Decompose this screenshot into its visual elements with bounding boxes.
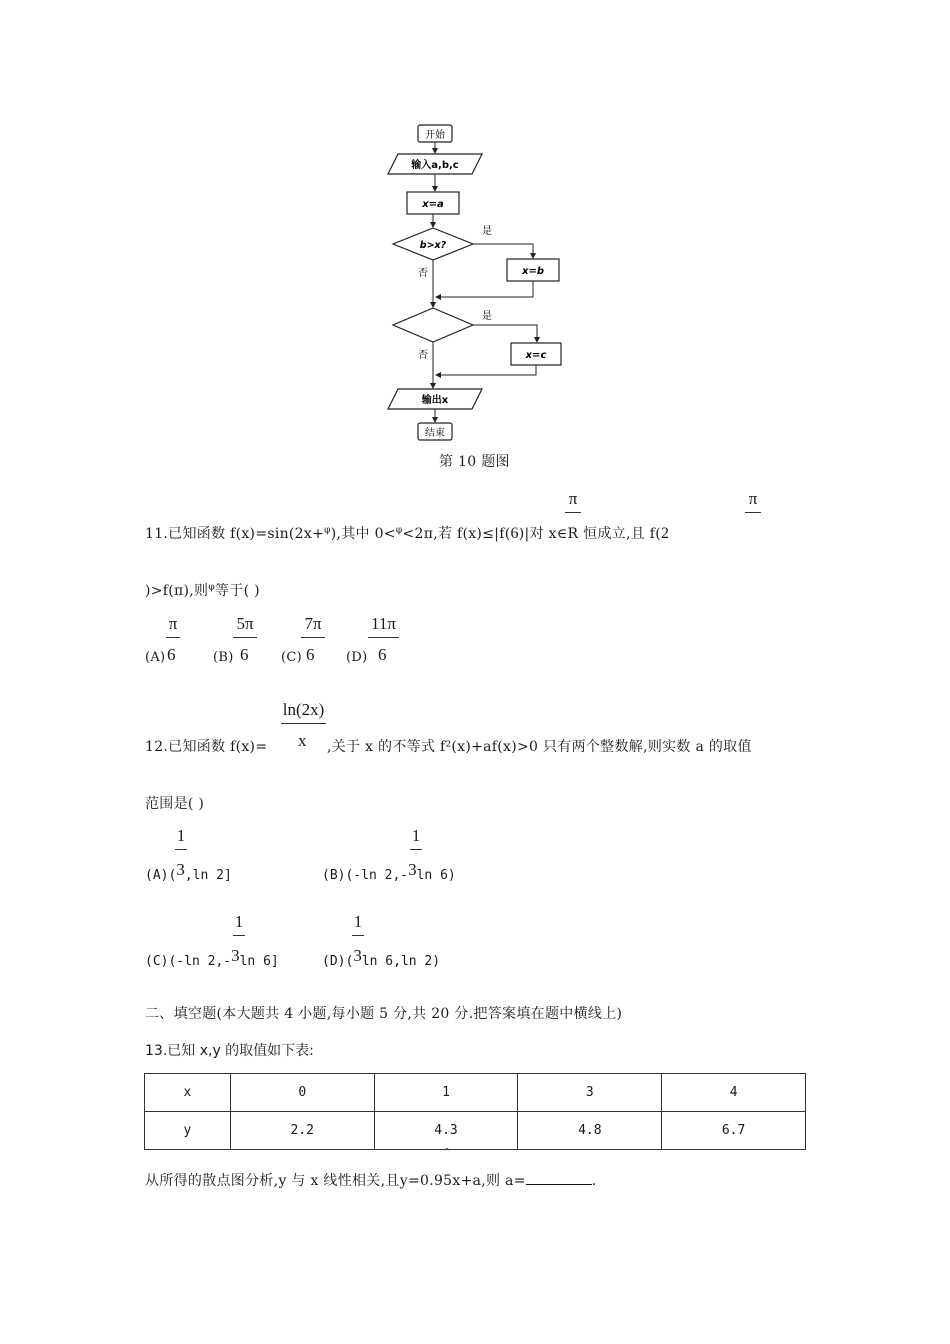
- option-label: (D): [346, 650, 368, 665]
- q12-frac-bar: [281, 723, 326, 724]
- q11-line1: [145, 523, 669, 543]
- option-prefix: (B)(-ln 2,-: [322, 868, 409, 883]
- end-label: 结束: [425, 428, 445, 439]
- q11-frac2-den: 2: [661, 525, 670, 542]
- option-fraction-bar: [233, 637, 257, 638]
- option-fraction-bar: [301, 637, 325, 638]
- table-cell: 3: [518, 1074, 662, 1112]
- option-fraction-bar: [175, 849, 187, 850]
- option-denominator: 3: [231, 946, 240, 965]
- no-label-2: 否: [418, 350, 428, 361]
- option-label: (A): [145, 650, 166, 665]
- option-label: [322, 860, 456, 884]
- q11-frac1-num: π: [568, 489, 578, 508]
- q11-text-a: 11.已知函数 f(x)=sin(2x+: [145, 526, 325, 542]
- q11-frac1-bar: [565, 512, 581, 513]
- option-label: (B): [213, 650, 234, 665]
- q11-text-e: )>f(π),则: [145, 583, 209, 599]
- phi-symbol: φ: [324, 525, 331, 536]
- q11-text-f: 等于( ): [214, 583, 260, 599]
- option-suffix: ,ln 2]: [184, 868, 232, 883]
- condition-diamond-2: [393, 308, 473, 342]
- table-row: [145, 1112, 806, 1150]
- q11-text-c: <2π,若 f(x)≤|f(: [402, 526, 511, 542]
- answer-blank[interactable]: [526, 1170, 592, 1185]
- table-cell: 6.7: [662, 1112, 806, 1150]
- option-label: (C): [281, 650, 302, 665]
- q11-frac1-den: 6: [510, 525, 519, 542]
- assign-b-label: x=b: [522, 266, 544, 277]
- figure-caption: 第 10 题图: [439, 454, 510, 470]
- table-row: [145, 1074, 806, 1112]
- option-denominator: 6: [378, 645, 387, 664]
- phi-symbol: φ: [208, 582, 215, 593]
- option-prefix: (D)(: [322, 954, 354, 969]
- q12-line2: 范围是( ): [145, 796, 205, 812]
- condition-1-label: b>x?: [419, 240, 447, 251]
- option-suffix: ln 6): [416, 868, 456, 883]
- yes-label-1: 是: [482, 226, 492, 237]
- option-fraction-bar: [410, 849, 422, 850]
- q12-line1-prefix: 12.已知函数 f(x)=: [145, 739, 268, 755]
- q11-text-d: )|对 x∈R 恒成立,且 f(: [518, 526, 662, 542]
- option-fraction-bar: [352, 935, 364, 936]
- option-suffix: ln 6,ln 2): [361, 954, 441, 969]
- option-fraction-bar: [233, 935, 245, 936]
- q11-line2: [145, 580, 260, 600]
- table-header-y: y: [145, 1112, 231, 1150]
- option-numerator: 1: [353, 912, 363, 931]
- q13-text-b: =0.95x+a,则 a=: [407, 1173, 526, 1189]
- assign-a-label: x=a: [422, 199, 444, 210]
- table-cell: 0: [230, 1074, 374, 1112]
- hat-symbol: ^: [443, 1148, 451, 1158]
- option-numerator: 5π: [236, 614, 254, 633]
- option-denominator: 6: [240, 645, 249, 664]
- q11-frac2-num: π: [748, 489, 758, 508]
- output-label: 输出x: [421, 395, 449, 406]
- option-fraction-bar: [368, 637, 399, 638]
- option-prefix: (C)(-ln 2,-: [145, 954, 232, 969]
- option-suffix: ln 6]: [239, 954, 279, 969]
- phi-symbol: φ: [395, 525, 403, 536]
- flowchart: [380, 120, 547, 450]
- yes-label-2: 是: [482, 311, 492, 322]
- input-label: 输入a,b,c: [411, 160, 459, 171]
- table-cell: 4.3: [374, 1112, 518, 1150]
- start-label: 开始: [425, 130, 445, 141]
- no-label-1: 否: [418, 268, 428, 279]
- q13-period: .: [591, 1173, 597, 1189]
- option-prefix: (A)(: [145, 868, 177, 883]
- option-label: [145, 860, 232, 884]
- q13-conclusion: [145, 1170, 597, 1190]
- table-cell: 1: [374, 1074, 518, 1112]
- q11-text-b: ),其中 0<: [330, 526, 396, 542]
- option-numerator: π: [168, 614, 178, 633]
- option-label: [322, 946, 441, 970]
- q12-line1-rest: ,关于 x 的不等式 f²(x)+af(x)>0 只有两个整数解,则实数 a 的取值: [327, 739, 752, 755]
- option-numerator: 7π: [304, 614, 322, 633]
- option-numerator: 1: [411, 826, 421, 845]
- table-cell: 4: [662, 1074, 806, 1112]
- option-denominator: 3: [408, 860, 417, 879]
- q12-frac-den: x: [298, 731, 307, 750]
- q11-frac2-bar: [745, 512, 761, 513]
- table-header-x: x: [145, 1074, 231, 1112]
- option-denominator: 6: [306, 645, 315, 664]
- table-cell: 4.8: [518, 1112, 662, 1150]
- option-numerator: 11π: [371, 614, 396, 633]
- assign-c-label: x=c: [525, 350, 547, 361]
- y-hat: y: [399, 1172, 408, 1189]
- option-numerator: 1: [176, 826, 186, 845]
- option-denominator: 3: [176, 860, 185, 879]
- option-numerator: 1: [234, 912, 244, 931]
- q12-frac-num: ln(2x): [282, 700, 325, 719]
- option-label: [145, 946, 279, 970]
- xy-value-table: [144, 1073, 806, 1150]
- q13-text-a: 从所得的散点图分析,y 与 x 线性相关,且: [145, 1173, 400, 1189]
- table-cell: 2.2: [230, 1112, 374, 1150]
- option-denominator: 6: [167, 645, 176, 664]
- option-fraction-bar: [166, 637, 180, 638]
- q13-intro: 13.已知 x,y 的取值如下表:: [145, 1043, 314, 1059]
- section-heading: 二、填空题(本大题共 4 小题,每小题 5 分,共 20 分.把答案填在题中横线上): [145, 1006, 623, 1022]
- option-denominator: 3: [353, 946, 362, 965]
